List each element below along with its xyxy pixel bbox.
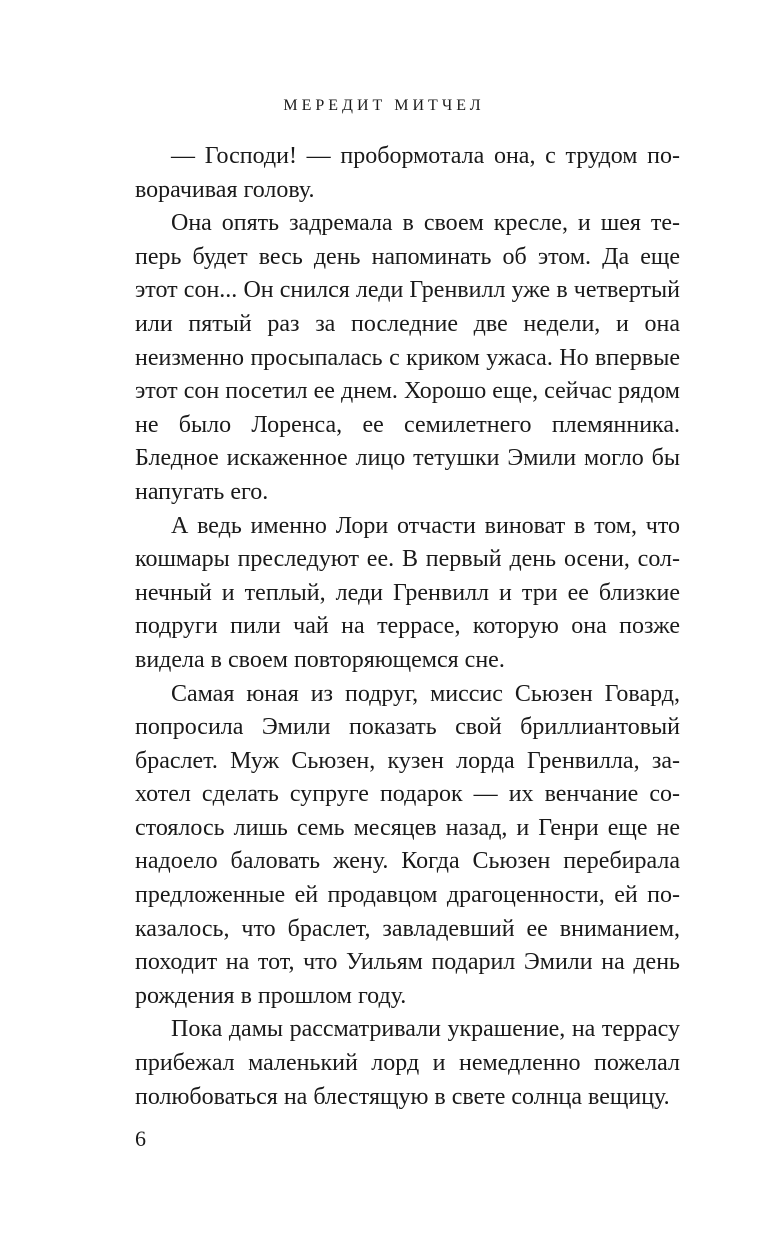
running-head: МЕРЕДИТ МИТЧЕЛ	[283, 97, 485, 114]
paragraph: Она опять задремала в своем кресле, и шея теперь будет весь день напоминать об этом. Да еще этот сон... Он снился леди Гренвилл уже в четвертый или пятый раз за последние две недели, и она неизменно просыпалась с криком ужаса. Но впервые этот сон посетил ее днем. Хорошо еще, сейчас рядом не было Лоренса, ее семилетнего племянника. Бледное искаженное лицо тетушки Эмили могло бы напугать его.	[135, 210, 680, 505]
paragraph: — Господи! — пробормотала она, с трудом поворачивая голову.	[135, 143, 680, 203]
body-text	[135, 140, 680, 1114]
page-number: 6	[135, 1126, 146, 1151]
paragraph: А ведь именно Лори отчасти виноват в том, что кошмары преследуют ее. В первый день осени, солнечный и теплый, леди Гренвилл и три ее близкие подруги пили чай на террасе, которую она позже видела в своем повторяющемся сне.	[135, 512, 680, 673]
paragraph: Пока дамы рассматривали украшение, на террасу прибежал маленький лорд и немедленно пожелал полюбоваться на блестящую в свете солнца вещицу.	[135, 1016, 680, 1110]
paragraph: Самая юная из подруг, миссис Сьюзен Говард, попросила Эмили показать свой бриллиантовый браслет. Муж Сьюзен, кузен лорда Гренвилла, захотел сделать супруге подарок — их венчание состоялось лишь семь месяцев назад, и Генри еще не надоело баловать жену. Когда Сьюзен перебирала предложенные ей продавцом драгоценности, ей показалось, что браслет, завладевший ее вниманием, походит на тот, что Уильям подарил Эмили на день рождения в прошлом году.	[135, 680, 680, 1009]
